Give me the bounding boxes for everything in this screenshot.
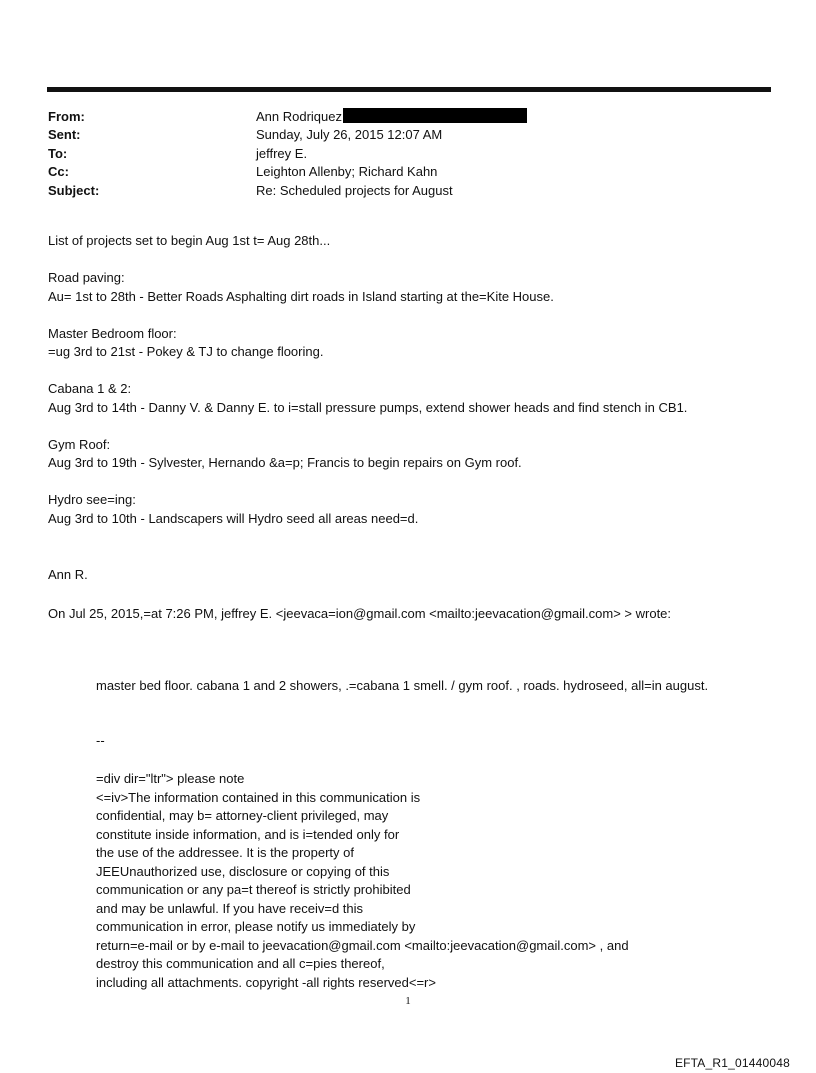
project-detail: Au= 1st to 28th - Better Roads Asphalting dirt roads in Island starting at the=Kite House.: [48, 288, 554, 304]
project-detail: Aug 3rd to 10th - Landscapers will Hydro seed all areas need=d.: [48, 510, 419, 526]
sent-label: Sent:: [48, 127, 81, 143]
disclaimer-line: the use of the addressee. It is the property of: [96, 845, 354, 860]
quote-header: On Jul 25, 2015,=at 7:26 PM, jeffrey E. <jeevaca=ion@gmail.com <mailto:jeevacation@gmail.com> > wrote:: [48, 605, 672, 621]
disclaimer-line: JEEUnauthorized use, disclosure or copying of this: [96, 863, 390, 879]
sent-value: Sunday, July 26, 2015 12:07 AM: [256, 127, 443, 143]
project-detail: Aug 3rd to 19th - Sylvester, Hernando &a=p; Francis to begin repairs on Gym roof.: [48, 455, 522, 470]
email-body: [48, 232, 788, 992]
to-label: To:: [48, 145, 68, 161]
subject-label: Subject:: [48, 182, 100, 198]
document-id: EFTA_R1_01440048: [674, 1056, 790, 1070]
project-title: Hydro see=ing:: [48, 492, 136, 507]
quoted-message: [96, 677, 788, 992]
header-rule: [47, 87, 771, 92]
disclaimer-line: <=iv>The information contained in this communication is: [96, 789, 421, 805]
quoted-text: master bed floor. cabana 1 and 2 showers, .=cabana 1 smell. / gym roof. , roads. hydroseed, all=in august.: [96, 678, 709, 693]
signature-separator: --: [96, 732, 105, 748]
signature: Ann R.: [48, 567, 88, 582]
subject-value: Re: Scheduled projects for August: [256, 182, 453, 198]
disclaimer-line: constitute inside information, and is i=tended only for: [96, 826, 400, 842]
disclaimer-line: communication in error, please notify us immediately by: [96, 919, 416, 934]
disclaimer-line: =div dir="ltr"> please note: [96, 771, 245, 786]
project-detail: Aug 3rd to 14th - Danny V. & Danny E. to i=stall pressure pumps, extend shower heads and find stench in CB1.: [48, 399, 688, 415]
cc-label: Cc:: [48, 164, 69, 180]
page-number: 1: [405, 995, 411, 1007]
from-value: [256, 108, 527, 126]
disclaimer-line: and may be unlawful. If you have receiv=d this: [96, 900, 364, 916]
project-detail: =ug 3rd to 21st - Pokey & TJ to change flooring.: [48, 344, 324, 359]
disclaimer-line: confidential, may b= attorney-client privileged, may: [96, 808, 389, 823]
to-value: jeffrey E.: [256, 145, 308, 161]
disclaimer-line: return=e-mail or by e-mail to jeevacation@gmail.com <mailto:jeevacation@gmail.com> , and: [96, 937, 629, 953]
redaction-box: [343, 108, 527, 123]
from-label: From:: [48, 109, 85, 124]
intro-line: List of projects set to begin Aug 1st t= Aug 28th...: [48, 233, 331, 248]
cc-value: Leighton Allenby; Richard Kahn: [256, 164, 438, 180]
disclaimer-line: destroy this communication and all c=pies thereof,: [96, 956, 385, 971]
project-title: Cabana 1 & 2:: [48, 381, 132, 396]
project-title: Master Bedroom floor:: [48, 325, 177, 341]
project-title: Gym Roof:: [48, 436, 111, 452]
disclaimer-line: including all attachments. copyright -all rights reserved<=r>: [96, 974, 436, 990]
disclaimer-line: communication or any pa=t thereof is strictly prohibited: [96, 882, 411, 897]
project-title: Road paving:: [48, 270, 125, 285]
from-name: Ann Rodriquez: [256, 109, 342, 124]
